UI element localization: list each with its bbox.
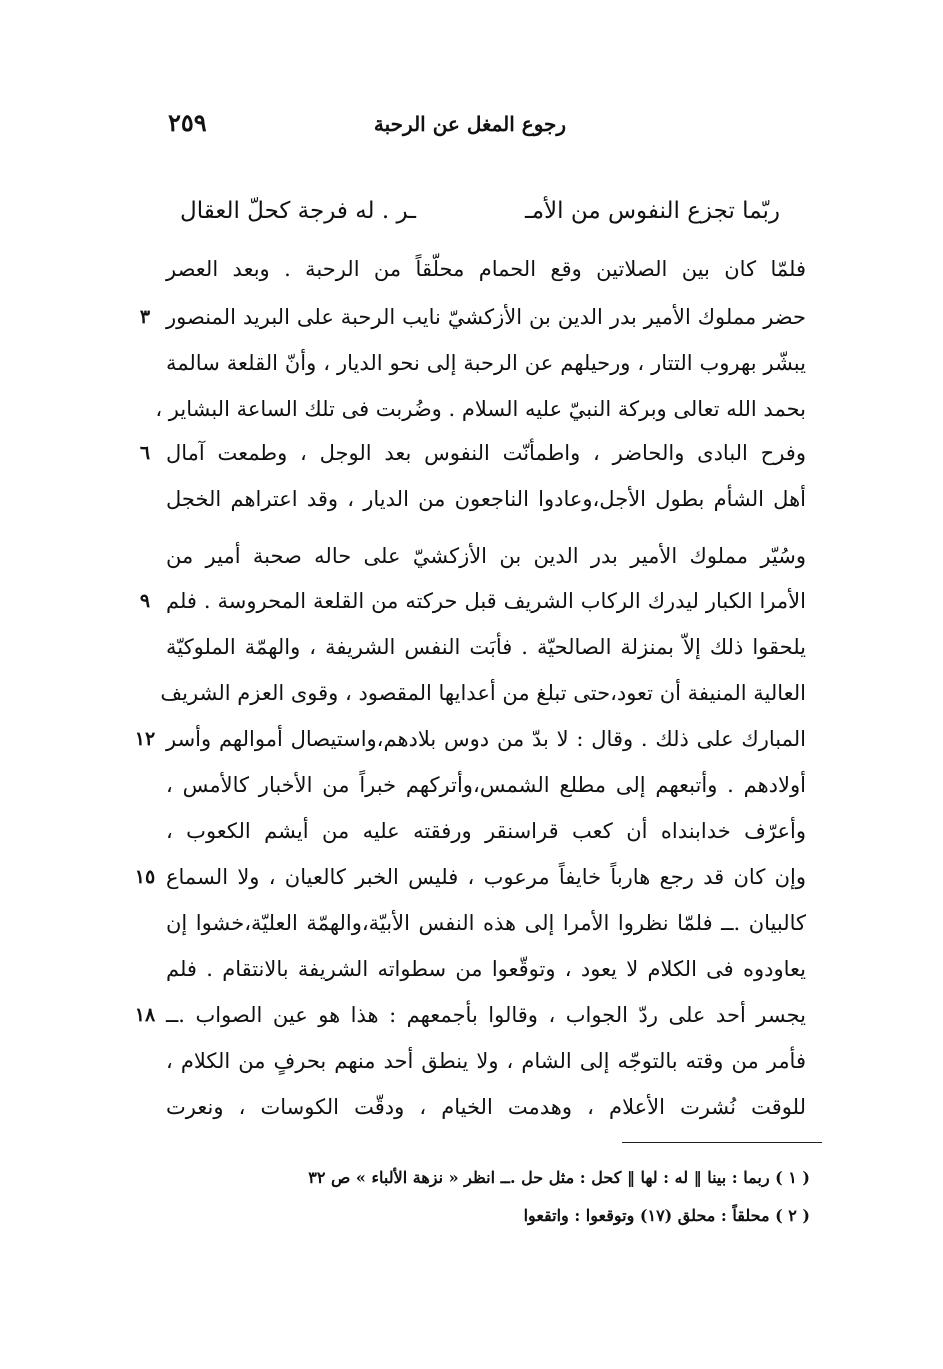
- text-line: بحمد الله تعالى وبركة النبيّ عليه السلام . وضُربت فى تلك الساعة البشاير ،: [155, 397, 806, 421]
- text-line: المبارك على ذلك . وقال : لا بدّ من دوس بلادهم،واستيصال أموالهم وأسر: [166, 727, 806, 751]
- text-line: يلحقوا ذلك إلاّ بمنزلة الصالحيّة . فأبَت النفس الشريفة ، والهمّة الملوكيّة: [166, 635, 806, 659]
- text-line: وسُيّر مملوك الأمير بدر الدين بن الأزكشيّ على حاله صحبة أمير من: [166, 544, 806, 568]
- text-line: فلمّا كان بين الصلاتين وقع الحمام محلّقاً من الرحبة . وبعد العصر: [166, 257, 806, 281]
- line-number: ٩: [139, 590, 151, 612]
- text-line: أولادهم . وأتبعهم إلى مطلع الشمس،وأتركهم خبراً من الأخبار كالأمس ،: [166, 773, 806, 797]
- text-line: كالبيان .ــ فلمّا نظروا الأمرا إلى هذه النفس الأبيّة،والهمّة العليّة،خشوا إن: [166, 911, 806, 935]
- page-number: ٢٥٩: [168, 108, 207, 137]
- text-line: وأعرّف خدابنداه أن كعب قراسنقر ورفقته عليه من أيشم الكعوب ،: [166, 819, 806, 843]
- text-line: يبشّر بهروب التتار ، ورحيلهم عن الرحبة إلى نحو الديار ، وأنّ القلعة سالمة: [166, 351, 806, 375]
- text-line: حضر مملوك الأمير بدر الدين بن الأزكشيّ نايب الرحبة على البريد المنصور: [166, 305, 806, 329]
- text-line: يعاودوه فى الكلام لا يعود ، وتوقّعوا من سطواته الشريفة بالانتقام . فلم: [166, 957, 806, 981]
- footnote-1: ( ١ ) ربما : بينا ‖ له : لها ‖ كحل : مثل حل .ــ انظر « نزهة الألباء » ص ٣٢: [308, 1168, 810, 1187]
- line-number: ١٥: [134, 866, 156, 888]
- text-line: العالية المنيفة أن تعود،حتى تبلغ من أعدايها المقصود ، وقوى العزم الشريف: [160, 681, 806, 705]
- footnote-divider: [622, 1142, 822, 1143]
- text-line: للوقت نُشرت الأعلام ، وهدمت الخيام ، ودقّت الكوسات ، ونعرت: [166, 1095, 806, 1119]
- text-line: يجسر أحد على ردّ الجواب ، وقالوا بأجمعهم : هذا هو عين الصواب .ــ: [166, 1003, 806, 1027]
- text-line: فأمر من وقته بالتوجّه إلى الشام ، ولا ينطق أحد منهم بحرفٍ من الكلام ،: [166, 1049, 806, 1073]
- line-number: ١٢: [134, 728, 156, 750]
- line-number: ٦: [139, 442, 151, 464]
- line-number: ٣: [139, 306, 151, 328]
- verse-second-hemistich: ـر . له فرجة كحلّ العقال: [180, 198, 416, 224]
- running-header-title: رجوع المغل عن الرحبة: [373, 112, 567, 136]
- line-number: ١٨: [134, 1004, 156, 1026]
- verse-first-hemistich: ربّما تجزع النفوس من الأمـ: [524, 198, 780, 224]
- text-line: وفرح البادى والحاضر ، واطمأنّت النفوس بعد الوجل ، وطمعت آمال: [166, 441, 806, 465]
- footnote-2: ( ٢ ) محلقاً : محلق (١٧) وتوقعوا : واتقعوا: [523, 1206, 810, 1225]
- text-line: أهل الشأم بطول الأجل،وعادوا الناجعون من الديار ، وقد اعتراهم الخجل: [166, 487, 806, 511]
- text-line: الأمرا الكبار ليدرك الركاب الشريف قبل حركته من القلعة المحروسة . فلم: [166, 589, 806, 613]
- text-line: وإن كان قد رجع هارباً خايفاً مرعوب ، فليس الخبر كالعيان ، ولا السماع: [166, 865, 806, 889]
